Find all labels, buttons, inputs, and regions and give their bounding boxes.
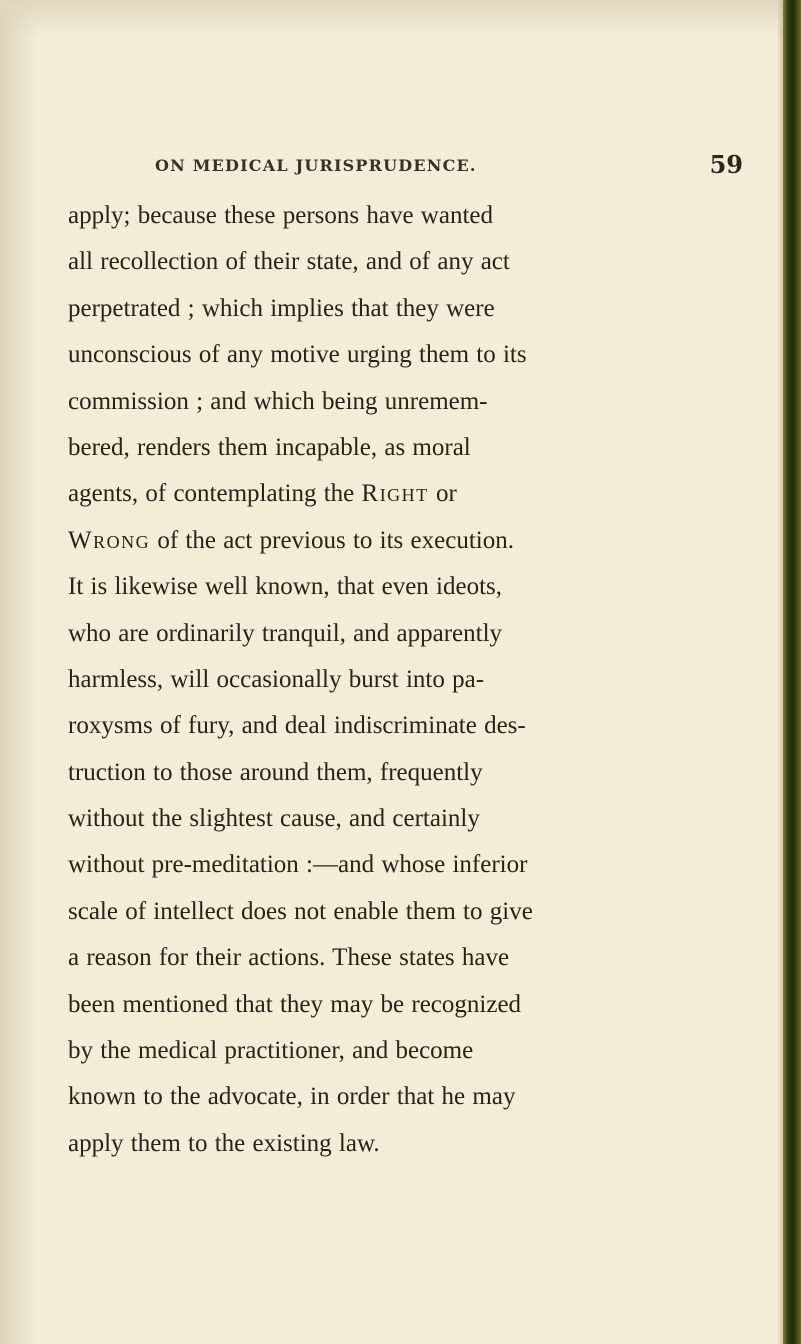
page-number: 59 bbox=[709, 150, 743, 179]
text-line: without the slightest cause, and certainly bbox=[68, 805, 480, 833]
text-line: who are ordinarily tranquil, and apparently bbox=[68, 619, 503, 647]
text-line: harmless, will occasionally burst into pa- bbox=[68, 665, 485, 693]
text-line: by the medical practitioner, and become bbox=[68, 1037, 474, 1065]
body-text bbox=[68, 193, 738, 1167]
page-edge-shadow bbox=[0, 0, 38, 1344]
text-line: known to the advocate, in order that he may bbox=[68, 1083, 516, 1111]
text-line: apply them to the existing law. bbox=[68, 1129, 380, 1157]
running-head: ON MEDICAL JURISPRUDENCE. bbox=[155, 156, 477, 175]
small-caps-word: Right bbox=[361, 480, 429, 508]
text-line: without pre-meditation :—and whose inferior bbox=[68, 851, 528, 879]
book-binding bbox=[783, 0, 801, 1344]
text-line: perpetrated ; which implies that they were bbox=[68, 294, 495, 322]
text-line: a reason for their actions. These states have bbox=[68, 944, 510, 972]
text-segment: agents, of contemplating the bbox=[68, 480, 362, 508]
text-line: all recollection of their state, and of any act bbox=[68, 248, 510, 276]
text-line bbox=[68, 518, 738, 564]
text-line: been mentioned that they may be recognized bbox=[68, 990, 522, 1018]
text-line: It is likewise well known, that even ideots, bbox=[68, 573, 503, 601]
page-top-shadow bbox=[0, 0, 801, 36]
text-line bbox=[68, 471, 738, 517]
page-header bbox=[155, 150, 743, 180]
text-line: commission ; and which being unremem- bbox=[68, 387, 488, 415]
text-line: bered, renders them incapable, as moral bbox=[68, 433, 471, 461]
text-line: truction to those around them, frequently bbox=[68, 758, 483, 786]
text-line: roxysms of fury, and deal indiscriminate des- bbox=[68, 712, 526, 740]
text-line: unconscious of any motive urging them to its bbox=[68, 341, 527, 369]
text-line: apply; because these persons have wanted bbox=[68, 202, 493, 229]
text-segment: of the act previous to its execution. bbox=[150, 526, 514, 554]
text-segment: or bbox=[428, 480, 457, 508]
small-caps-word: Wrong bbox=[68, 526, 151, 554]
text-line: scale of intellect does not enable them to give bbox=[68, 897, 533, 925]
